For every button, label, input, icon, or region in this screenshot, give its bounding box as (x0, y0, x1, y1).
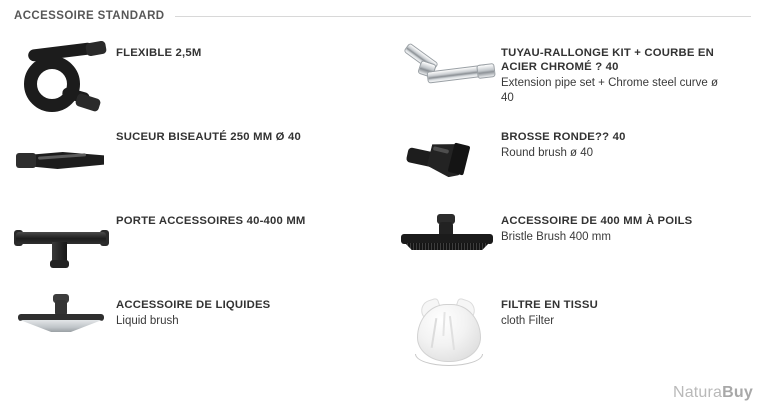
accessory-texts (114, 124, 301, 146)
accessory-item (399, 208, 769, 292)
accessory-thumbnail (399, 124, 499, 202)
accessory-thumbnail (14, 208, 114, 286)
accessory-title: BROSSE RONDE?? 40 (501, 131, 626, 143)
accessory-texts (114, 40, 201, 62)
accessory-texts (499, 124, 626, 161)
accessory-item (14, 124, 399, 208)
accessory-subtitle: Extension pipe set + Chrome steel curve ø 40 (501, 77, 719, 104)
accessory-item (14, 40, 399, 124)
accessory-thumbnail (399, 208, 499, 286)
accessory-texts (499, 208, 692, 245)
naturabuy-watermark (673, 384, 753, 402)
accessory-title: SUCEUR BISEAUTÉ 250 MM Ø 40 (116, 131, 301, 143)
section-divider (175, 16, 751, 17)
chrome-extension-pipe-icon (399, 40, 499, 118)
accessory-texts (499, 292, 598, 329)
accessory-item (399, 40, 769, 124)
accessory-title: TUYAU-RALLONGE KIT + COURBE EN ACIER CHROMÉ ? 40 (501, 47, 715, 73)
coiled-hose-icon (14, 40, 114, 118)
accessory-holder-icon (14, 208, 114, 286)
liquid-squeegee-icon (14, 292, 114, 370)
accessory-thumbnail (14, 124, 114, 202)
watermark-prefix: Natura (672, 384, 723, 401)
section-title: ACCESSOIRE STANDARD (14, 10, 165, 22)
accessory-item (14, 208, 399, 292)
accessory-title: ACCESSOIRE DE LIQUIDES (116, 299, 271, 311)
accessory-title: ACCESSOIRE DE 400 MM À POILS (501, 215, 693, 227)
accessory-subtitle: Liquid brush (116, 315, 179, 327)
bristle-brush-bar-icon (399, 208, 499, 286)
accessory-subtitle: cloth Filter (501, 315, 555, 327)
round-brush-icon (399, 124, 499, 202)
watermark-suffix: Buy (722, 384, 753, 401)
accessory-thumbnail (399, 40, 499, 118)
accessory-thumbnail (14, 292, 114, 370)
accessories-grid (14, 40, 755, 376)
accessory-title: FILTRE EN TISSU (501, 299, 598, 311)
accessory-texts (499, 40, 733, 106)
accessory-item (399, 292, 769, 376)
cloth-filter-icon (399, 292, 499, 370)
crevice-nozzle-icon (14, 124, 114, 202)
accessory-subtitle: Bristle Brush 400 mm (501, 231, 611, 243)
accessory-title: PORTE ACCESSOIRES 40-400 MM (116, 215, 306, 227)
accessory-item (399, 124, 769, 208)
accessory-item (14, 292, 399, 376)
accessory-texts (114, 208, 306, 230)
accessory-subtitle: Round brush ø 40 (501, 147, 594, 159)
accessory-thumbnail (399, 292, 499, 370)
accessory-title: FLEXIBLE 2,5M (116, 47, 202, 59)
accessory-texts (114, 292, 270, 329)
section-header (14, 0, 755, 26)
accessory-thumbnail (14, 40, 114, 118)
